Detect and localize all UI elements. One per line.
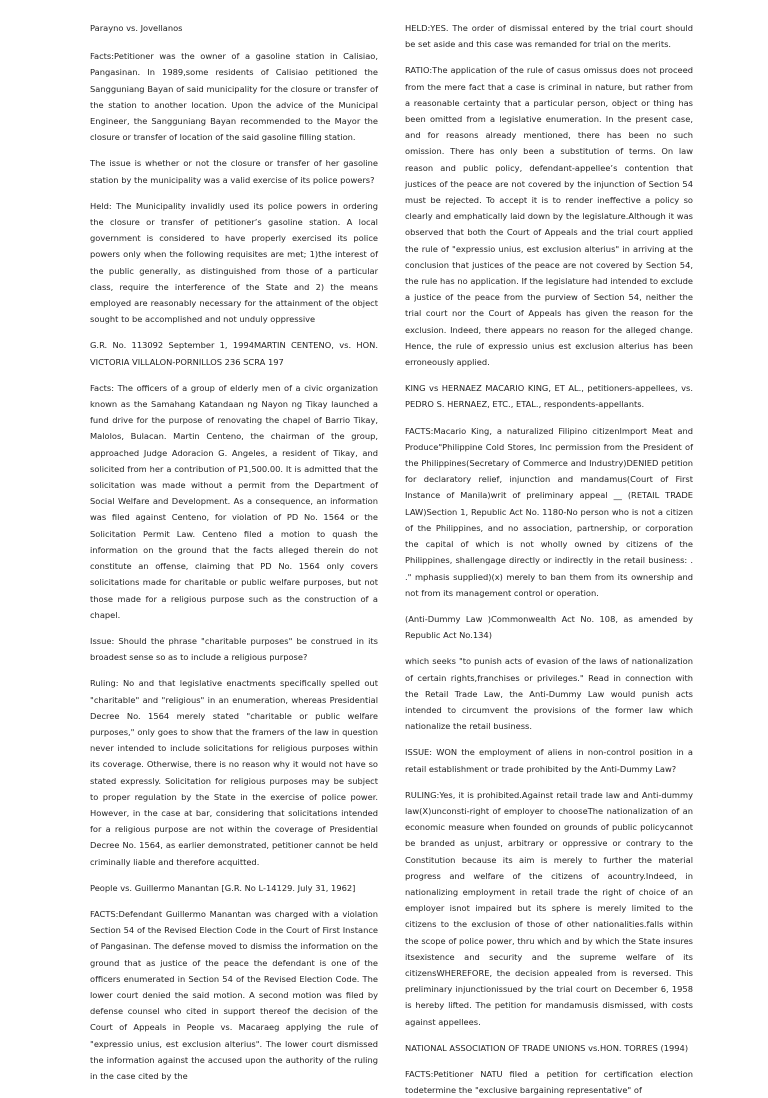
paragraph-parayno-facts: Facts:Petitioner was the owner of a gasoline station in Calisiao, Pangasinan. In 1989,some residents of Calisiao petitioned the Sangguniang Bayan of said municipality for the closure or transfer of the station to another location. Upon the advice of the Municipal Engineer, the Sangguniang Bayan recommended to the Mayor the closure or transfer of location of the said gasoline filling station.	[90, 51, 378, 143]
paragraph-centeno-ruling: Ruling: No and that legislative enactments specifically spelled out "charitable" and "religious" in an enumeration, whereas Presidential Decree No. 1564 merely stated "charitable or public welfare purposes," only goes to show that the framers of the law in question never intended to include solicitations for religious purposes within its coverage. Otherwise, there is no reason why it would not have so stated expressly. Solicitation for religious purposes may be subject to proper regulation by the State in the exercise of police power. However, in the case at bar, considering that solicitations intended for a religious purpose are not within the coverage of Presidential Decree No. 1564, as earlier demonstrated, petitioner cannot be held criminally liable and therefore acquitted.	[90, 678, 378, 867]
paragraph-manantan-ratio: RATIO:The application of the rule of casus omissus does not proceed from the mere fact that a case is criminal in nature, but rather from a reasonable certainty that a particular person, object or thing has been omitted from a legislative enumeration. In the present case, and for reasons already mentioned, there has been no such omission. There has only been a substitution of terms. On law reason and public policy, defendant-appellee’s contention that justices of the peace are not covered by the injunction of Section 54 must be rejected. To accept it is to render ineffective a policy so clearly and emphatically laid down by the legislature.Although it was observed that both the Court of Appeals and the trial court applied the rule of "expressio unius, est exclusion alterius" in arriving at the conclusion that justices of the peace are not covered by Section 54, the rule has no application. If the legislature had intended to exclude a justice of the peace from the purview of Section 54, neither the trial court nor the Court of Appeals has given the reason for the exclusion. Indeed, there appears no reason for the alleged change. Hence, the rule of expressio unius est exclusion alterius has been erroneously applied.	[405, 65, 693, 368]
paragraph-parayno-issue: The issue is whether or not the closure or transfer of her gasoline station by the municipality was a valid exercise of its police powers?	[90, 158, 378, 185]
paragraph-natu-facts: FACTS:Petitioner NATU filed a petition for certification election todetermine the "exclusive bargaining representative" of	[405, 1068, 693, 1096]
paragraph-king-issue: ISSUE: WON the employment of aliens in non-control position in a retail establishment or trade prohibited by the Anti-Dummy Law?	[405, 747, 693, 774]
left-column	[90, 20, 378, 1081]
case-title-manantan: People vs. Guillermo Manantan [G.R. No L-14129. July 31, 1962]	[90, 882, 356, 893]
paragraph-parayno-held: Held: The Municipality invalidly used its police powers in ordering the closure or transfer of petitioner’s gasoline station. A local government is considered to have properly exercised its police powers only when the following requisites are met; 1)the interest of the public generally, as distinguished from those of a particular class, require the interference of the State and 2) the means employed are reasonably necessary for the attainment of the object sought to be accomplished and not unduly oppressive	[90, 200, 378, 325]
paragraph-manantan-facts: FACTS:Defendant Guillermo Manantan was charged with a violation Section 54 of the Revised Election Code in the Court of First Instance of Pangasinan. The defense moved to dismiss the information on the ground that as justice of the peace the defendant is one of the officers enumerated in Section 54 of the Revised Election Code. The lower court denied the said motion. A second motion was filed by defense counsel who cited in support thereof the decision of the Court of Appeals in People vs. Macaraeg applying the rule of "expressio unius, est exclusion alterius". The lower court dismissed the information against the accused upon the authority of the ruling in the case cited by the	[90, 908, 378, 1081]
paragraph-manantan-held: HELD:YES. The order of dismissal entered by the trial court should be set aside and this case was remanded for trial on the merits.	[405, 23, 693, 50]
paragraph-king-ruling: RULING:Yes, it is prohibited.Against retail trade law and Anti-dummy law(X)unconsti-right of employer to chooseThe nationalization of an economic measure when founded on grounds of public policycannot be branded as unjust, arbitrary or oppressive or contrary to the Constitution because its aim is merely to further the material progress and welfare of the citizens of acountry.Indeed, in nationalizing employment in retail trade the right of choice of an employer isnot impaired but its sphere is merely limited to the citizens to the exclusion of those of other nationalities.falls within the scope of police power, thru which and by which the State insures itsexistence and security and the supreme welfare of its citizensWHEREFORE, the decision appealed from is reversed. This preliminary injunctionissued by the trial court on December 6, 1958 is hereby lifted. The petition for mandamusis dismissed, with costs against appellees.	[405, 789, 693, 1027]
paragraph-king-facts: FACTS:Macario King, a naturalized Filipino citizenImport Meat and Produce"Philippine Cold Stores, Inc permission from the President of the Philippines(Secretary of Commerce and Industry)DENIED petition for declaratory relief, injunction and mandamus(Court of First Instance of Manila)writ of preliminary appeal __ (RETAIL TRADE LAW)Section 1, Republic Act No. 1180-No person who is not a citizen of the Philippines, and no association, partnership, or corporation the capital of which is not wholly owned by citizens of the Philippines, shallengage directly or indirectly in the retail business: . ." mphasis supplied)(x) merely to ban them from its ownership and not from its management control or operation.	[405, 425, 693, 598]
case-title-king: KING vs HERNAEZ MACARIO KING, ET AL., petitioners-appellees, vs. PEDRO S. HERNAEZ, ETC., ETAL., respondents-appellants.	[405, 383, 693, 410]
paragraph-king-anti-dummy-purpose: which seeks "to punish acts of evasion of the laws of nationalization of certain rights,franchises or privileges." Read in connection with the Retail Trade Law, the Anti-Dummy Law would punish acts intended to circumvent the provisions of the former law which nationalize the retail business.	[405, 656, 693, 732]
case-title-parayno: Parayno vs. Jovellanos	[90, 23, 183, 33]
paragraph-centeno-facts: Facts: The officers of a group of elderly men of a civic organization known as the Samahang Katandaan ng Nayon ng Tikay launched a fund drive for the purpose of renovating the chapel of Barrio Tikay, Malolos, Bulacan. Martin Centeno, the chairman of the group, approached Judge Adoracion G. Angeles, a resident of Tikay, and solicited from her a contribution of P1,500.00. It is admitted that the solicitation was made without a permit from the Department of Social Welfare and Development. As a consequence, an information was filed against Centeno, for violation of PD No. 1564 or the Solicitation Permit Law. Centeno filed a motion to quash the information on the ground that the facts alleged therein do not constitute an offense, claiming that PD No. 1564 only covers solicitations made for charitable or public welfare purposes, but not those made for a religious purpose such as the construction of a chapel.	[90, 382, 378, 620]
paragraph-centeno-issue: Issue: Should the phrase "charitable purposes" be construed in its broadest sense so as to include a religious purpose?	[90, 635, 378, 663]
paragraph-king-anti-dummy-law: (Anti-Dummy Law )Commonwealth Act No. 108, as amended by Republic Act No.134)	[405, 613, 693, 641]
right-column	[405, 20, 693, 1096]
case-title-natu: NATIONAL ASSOCIATION OF TRADE UNIONS vs.HON. TORRES (1994)	[405, 1042, 689, 1053]
case-title-centeno: G.R. No. 113092 September 1, 1994MARTIN CENTENO, vs. HON. VICTORIA VILLALON-PORNILLOS 236 SCRA 197	[90, 340, 378, 367]
